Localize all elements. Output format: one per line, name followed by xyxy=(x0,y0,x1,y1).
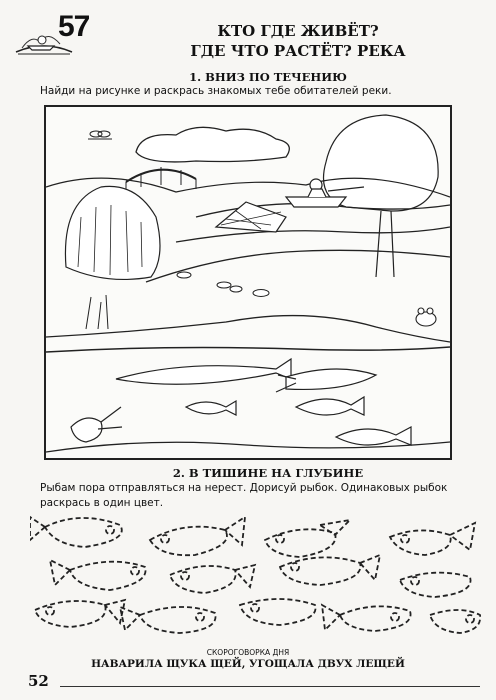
section1-heading: 1. ВНИЗ ПО ТЕЧЕНИЮ xyxy=(189,70,347,84)
fish-outline-1 xyxy=(30,517,122,547)
fish-outline-12 xyxy=(322,605,411,631)
fish-outline-8 xyxy=(400,573,471,597)
fish-outline-7 xyxy=(280,555,380,585)
section2-heading: 2. В ТИШИНЕ НА ГЛУБИНЕ xyxy=(172,466,364,480)
section1-instruction: Найди на рисунке и раскрась знакомых тебе обитателей реки. xyxy=(40,85,392,97)
perch-icon xyxy=(186,397,411,445)
frog-icon xyxy=(416,308,436,326)
fish-tracing-area[interactable] xyxy=(30,505,490,645)
tongue-twister-label: СКОРОГОВОРКА ДНЯ xyxy=(206,648,290,657)
fish-outline-3 xyxy=(265,520,350,557)
page-number: 52 xyxy=(28,672,49,690)
fish-outline-11 xyxy=(240,599,316,625)
willow-tree-icon xyxy=(65,186,160,279)
fish-outline-4 xyxy=(390,523,475,555)
beaver-dam-icon xyxy=(216,202,286,232)
pike-icon xyxy=(116,359,291,384)
cloud-icon xyxy=(136,127,289,162)
page-title-line2: ГДЕ ЧТО РАСТЁТ? РЕКА xyxy=(190,42,406,60)
fish-outline-2 xyxy=(150,517,245,555)
section2-instruction: Рыбам пора отправляться на нерест. Дорисуй рыбок. Одинаковых рыбок раскрась в один цвет. xyxy=(40,482,448,509)
ducks-icon xyxy=(177,272,269,297)
page-title-line1: КТО ГДЕ ЖИВЁТ? xyxy=(217,22,379,40)
river-picture xyxy=(44,105,452,460)
tongue-twister-text: НАВАРИЛА ЩУКА ЩЕЙ, УГОЩАЛА ДВУХ ЛЕЩЕЙ xyxy=(91,658,405,670)
lesson-number: 57 xyxy=(58,10,90,43)
fish-outline-13 xyxy=(430,610,480,633)
fish-outline-9 xyxy=(35,600,125,627)
footer-divider xyxy=(60,686,480,687)
dragonfly-icon xyxy=(88,131,112,139)
tree-icon xyxy=(324,115,439,277)
crayfish-icon xyxy=(71,407,122,442)
fish-outline-5 xyxy=(50,560,146,590)
fish-outline-6 xyxy=(170,565,255,593)
fish-outline-10 xyxy=(120,607,216,633)
